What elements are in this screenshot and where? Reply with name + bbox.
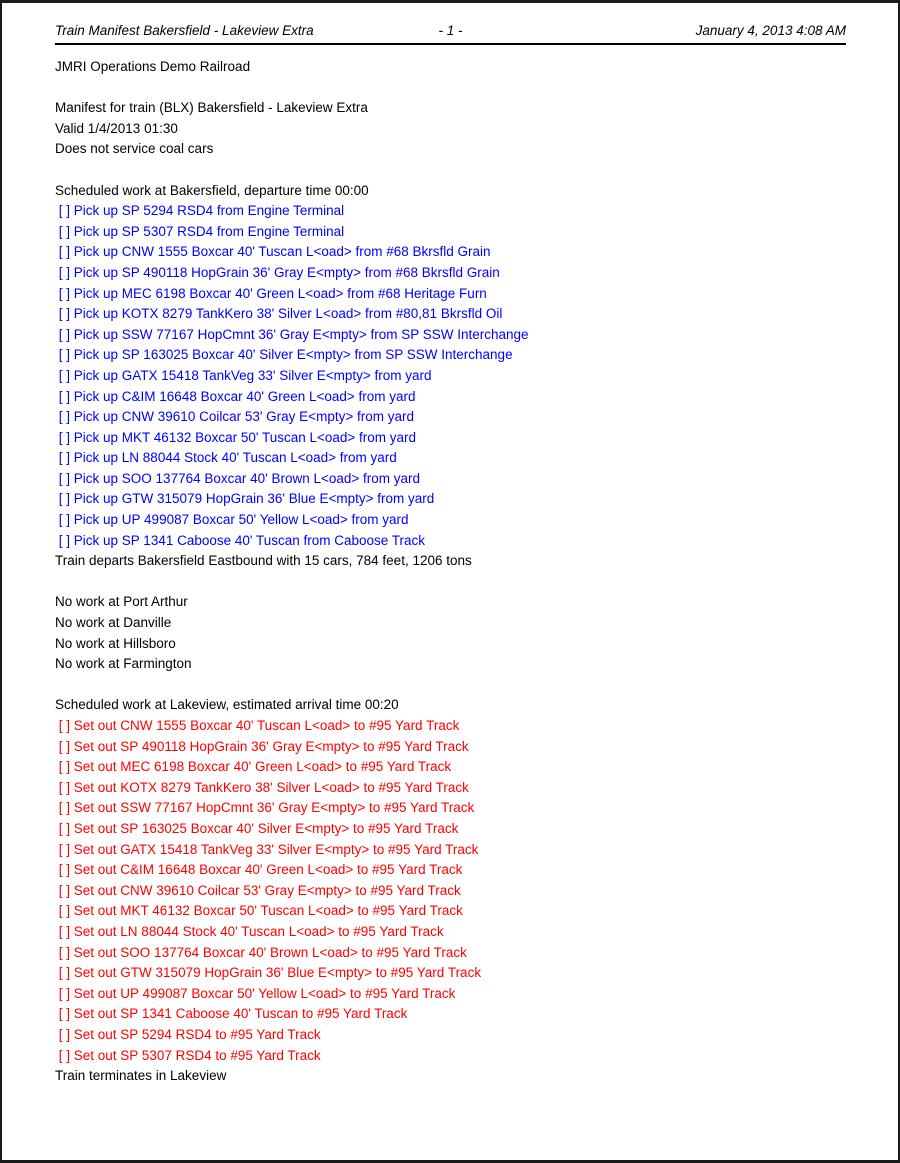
pickup-line: [ ] Pick up SOO 137764 Boxcar 40' Brown L<oad> from yard	[55, 470, 421, 486]
pickup-line: [ ] Pick up SP 5294 RSD4 from Engine Terminal	[55, 203, 345, 219]
no-work-list	[55, 592, 846, 674]
pickup-line: [ ] Pick up C&IM 16648 Boxcar 40' Green L<oad> from yard	[55, 388, 416, 404]
bakersfield-work-section	[55, 181, 846, 572]
pickup-line: [ ] Pick up UP 499087 Boxcar 50' Yellow L<oad> from yard	[55, 512, 409, 528]
setout-line: [ ] Set out SP 5294 RSD4 to #95 Yard Track	[55, 1026, 321, 1042]
setout-list	[55, 716, 846, 1066]
setout-line: [ ] Set out MEC 6198 Boxcar 40' Green L<oad> to #95 Yard Track	[55, 759, 452, 775]
pickup-line: [ ] Pick up LN 88044 Stock 40' Tuscan L<oad> from yard	[55, 450, 397, 466]
page-header	[55, 3, 846, 45]
setout-line: [ ] Set out SOO 137764 Boxcar 40' Brown L<oad> to #95 Yard Track	[55, 944, 467, 960]
lakeview-work-section	[55, 695, 846, 1086]
pickup-line: [ ] Pick up SSW 77167 HopCmnt 36' Gray E<mpty> from SP SSW Interchange	[55, 326, 529, 342]
pickup-line: [ ] Pick up SP 490118 HopGrain 36' Gray E<mpty> from #68 Bkrsfld Grain	[55, 264, 500, 280]
pickup-line: [ ] Pick up MEC 6198 Boxcar 40' Green L<oad> from #68 Heritage Furn	[55, 285, 487, 301]
no-work-line: No work at Farmington	[55, 656, 192, 672]
setout-line: [ ] Set out SP 5307 RSD4 to #95 Yard Track	[55, 1047, 321, 1063]
setout-line: [ ] Set out C&IM 16648 Boxcar 40' Green L<oad> to #95 Yard Track	[55, 862, 463, 878]
section-heading-lakeview: Scheduled work at Lakeview, estimated arrival time 00:20	[55, 697, 399, 713]
header-train-title: Train Manifest Bakersfield - Lakeview Extra	[55, 23, 314, 38]
setout-line: [ ] Set out UP 499087 Boxcar 50' Yellow L<oad> to #95 Yard Track	[55, 985, 456, 1001]
setout-line: [ ] Set out KOTX 8279 TankKero 38' Silver L<oad> to #95 Yard Track	[55, 779, 469, 795]
pickup-line: [ ] Pick up SP 163025 Boxcar 40' Silver E<mpty> from SP SSW Interchange	[55, 347, 513, 363]
manifest-body	[2, 45, 898, 1087]
blank-line	[55, 572, 846, 593]
setout-line: [ ] Set out SP 163025 Boxcar 40' Silver E<mpty> to #95 Yard Track	[55, 820, 459, 836]
no-work-line: No work at Danville	[55, 615, 172, 631]
setout-line: [ ] Set out CNW 39610 Coilcar 53' Gray E<mpty> to #95 Yard Track	[55, 882, 461, 898]
blank-line	[55, 675, 846, 696]
train-departs-line: Train departs Bakersfield Eastbound with 15 cars, 784 feet, 1206 tons	[55, 553, 472, 569]
setout-line: [ ] Set out GTW 315079 HopGrain 36' Blue E<mpty> to #95 Yard Track	[55, 965, 482, 981]
header-datetime: January 4, 2013 4:08 AM	[695, 23, 846, 38]
setout-line: [ ] Set out GATX 15418 TankVeg 33' Silver E<mpty> to #95 Yard Track	[55, 841, 479, 857]
train-comment-line: Does not service coal cars	[55, 141, 214, 157]
pickup-line: [ ] Pick up SP 5307 RSD4 from Engine Terminal	[55, 223, 345, 239]
pickup-line: [ ] Pick up GTW 315079 HopGrain 36' Blue E<mpty> from yard	[55, 491, 435, 507]
pickup-line: [ ] Pick up GATX 15418 TankVeg 33' Silver E<mpty> from yard	[55, 367, 432, 383]
pickup-line: [ ] Pick up MKT 46132 Boxcar 50' Tuscan L<oad> from yard	[55, 429, 417, 445]
pickup-list	[55, 201, 846, 551]
section-heading-bakersfield: Scheduled work at Bakersfield, departure time 00:00	[55, 182, 369, 198]
blank-line	[55, 78, 846, 99]
blank-line	[55, 160, 846, 181]
valid-date-line: Valid 1/4/2013 01:30	[55, 120, 178, 136]
manifest-title-line: Manifest for train (BLX) Bakersfield - Lakeview Extra	[55, 100, 368, 116]
no-work-line: No work at Hillsboro	[55, 635, 176, 651]
pickup-line: [ ] Pick up SP 1341 Caboose 40' Tuscan from Caboose Track	[55, 532, 426, 548]
setout-line: [ ] Set out SP 490118 HopGrain 36' Gray E<mpty> to #95 Yard Track	[55, 738, 469, 754]
setout-line: [ ] Set out LN 88044 Stock 40' Tuscan L<oad> to #95 Yard Track	[55, 923, 444, 939]
railroad-name: JMRI Operations Demo Railroad	[55, 59, 251, 74]
pickup-line: [ ] Pick up KOTX 8279 TankKero 38' Silver L<oad> from #80,81 Bkrsfld Oil	[55, 306, 503, 322]
setout-line: [ ] Set out SSW 77167 HopCmnt 36' Gray E<mpty> to #95 Yard Track	[55, 800, 475, 816]
train-terminates-line: Train terminates in Lakeview	[55, 1068, 227, 1084]
pickup-line: [ ] Pick up CNW 39610 Coilcar 53' Gray E<mpty> from yard	[55, 409, 414, 425]
setout-line: [ ] Set out MKT 46132 Boxcar 50' Tuscan L<oad> to #95 Yard Track	[55, 903, 463, 919]
setout-line: [ ] Set out SP 1341 Caboose 40' Tuscan to #95 Yard Track	[55, 1006, 408, 1022]
no-work-line: No work at Port Arthur	[55, 594, 188, 610]
pickup-line: [ ] Pick up CNW 1555 Boxcar 40' Tuscan L<oad> from #68 Bkrsfld Grain	[55, 244, 491, 260]
header-page-number: - 1 -	[438, 23, 463, 38]
setout-line: [ ] Set out CNW 1555 Boxcar 40' Tuscan L<oad> to #95 Yard Track	[55, 718, 460, 733]
